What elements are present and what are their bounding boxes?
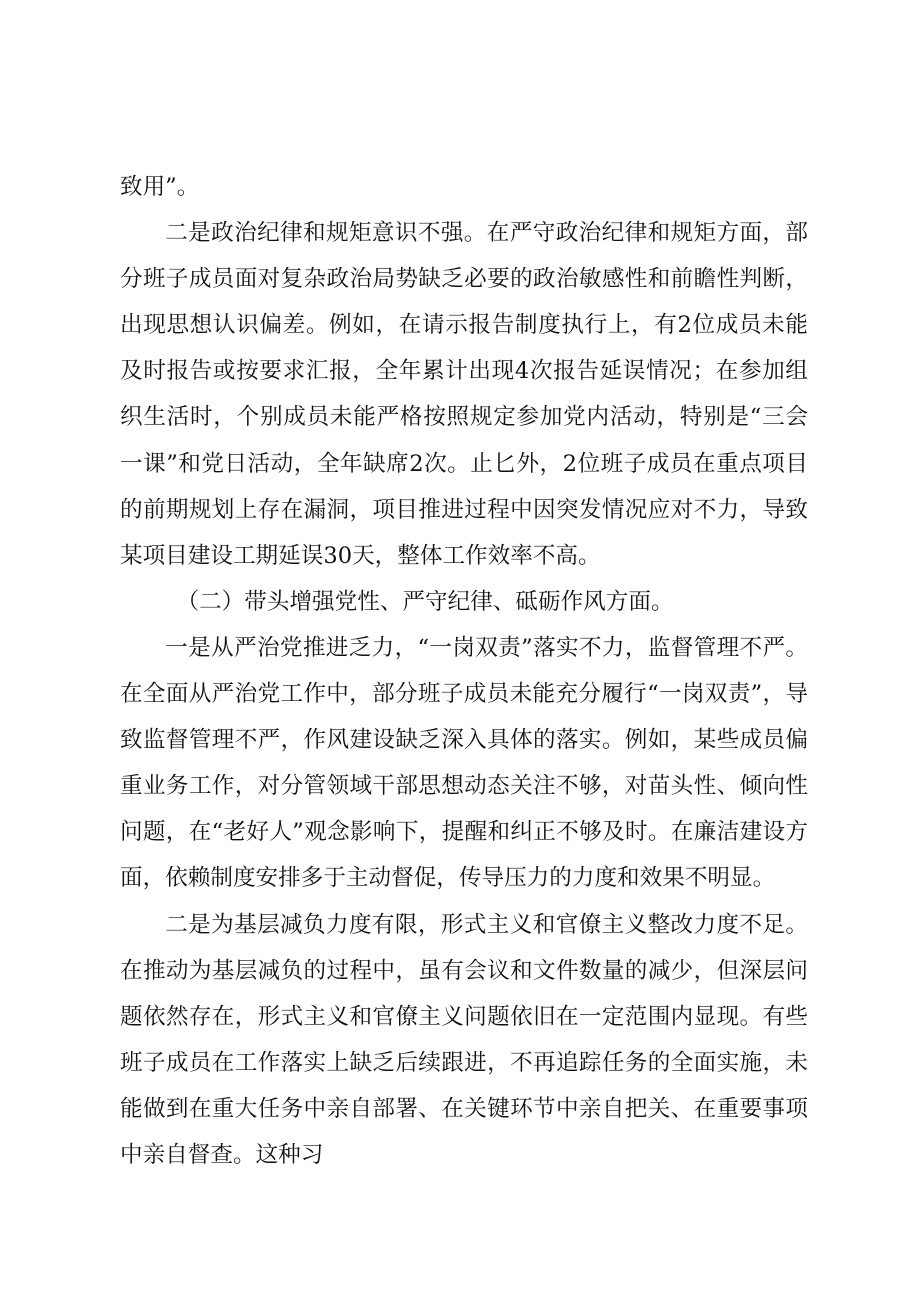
paragraph-political-discipline: 二是政治纪律和规矩意识不强。在严守政治纪律和规矩方面，部分班子成员面对复杂政治局势缺乏必要的政治敏感性和前瞻性判断，出现思想认识偏差。例如，在请示报告制度执行上，有2位成员未能及时报告或按要求汇报，全年累计出现4次报告延误情况；在参加组织生活时，个别成员未能严格按照规定参加党内活动，特别是“三会一课”和党日活动，全年缺席2次。止匕外，2位班子成员在重点项目的前期规划上存在漏洞，项目推进过程中因突发情况应对不力，导致某项目建设工期延误30天，整体工作效率不高。 [120,220,808,569]
section-heading [120,579,808,625]
paragraph-grassroots-burden: 二是为基层减负力度有限，形式主义和官僚主义整改力度不足。在推动为基层减负的过程中，虽有会议和文件数量的减少，但深层问题依然存在，形式主义和官僚主义问题依旧在一定范围内显现。有些班子成员在工作落实上缺乏后续跟进，不再追踪任务的全面实施，未能做到在重大任务中亲自部署、在关键环节中亲自把关、在重要事项中亲自督查。这种习 [120,911,808,1168]
paragraph-continuation: 致用”。 [120,174,200,200]
document-body [120,164,808,1178]
paragraph-strict-governance: 一是从严治党推进乏力，“一岗双责”落实不力，监督管理不严。在全面从严治党工作中，部分班子成员未能充分履行“一岗双责”，导致监督管理不严，作风建设缺乏深入具体的落实。例如，某些成员偏重业务工作，对分管领域干部思想动态关注不够，对苗头性、倾向性问题，在“老好人”观念影响下，提醒和纠正不够及时。在廉洁建设方面，依赖制度安排多于主动督促，传导压力的力度和效果不明显。 [120,634,808,892]
section-heading-text: （二）带头增强党性、严守纪律、砥砺作风方面。 [176,588,674,615]
